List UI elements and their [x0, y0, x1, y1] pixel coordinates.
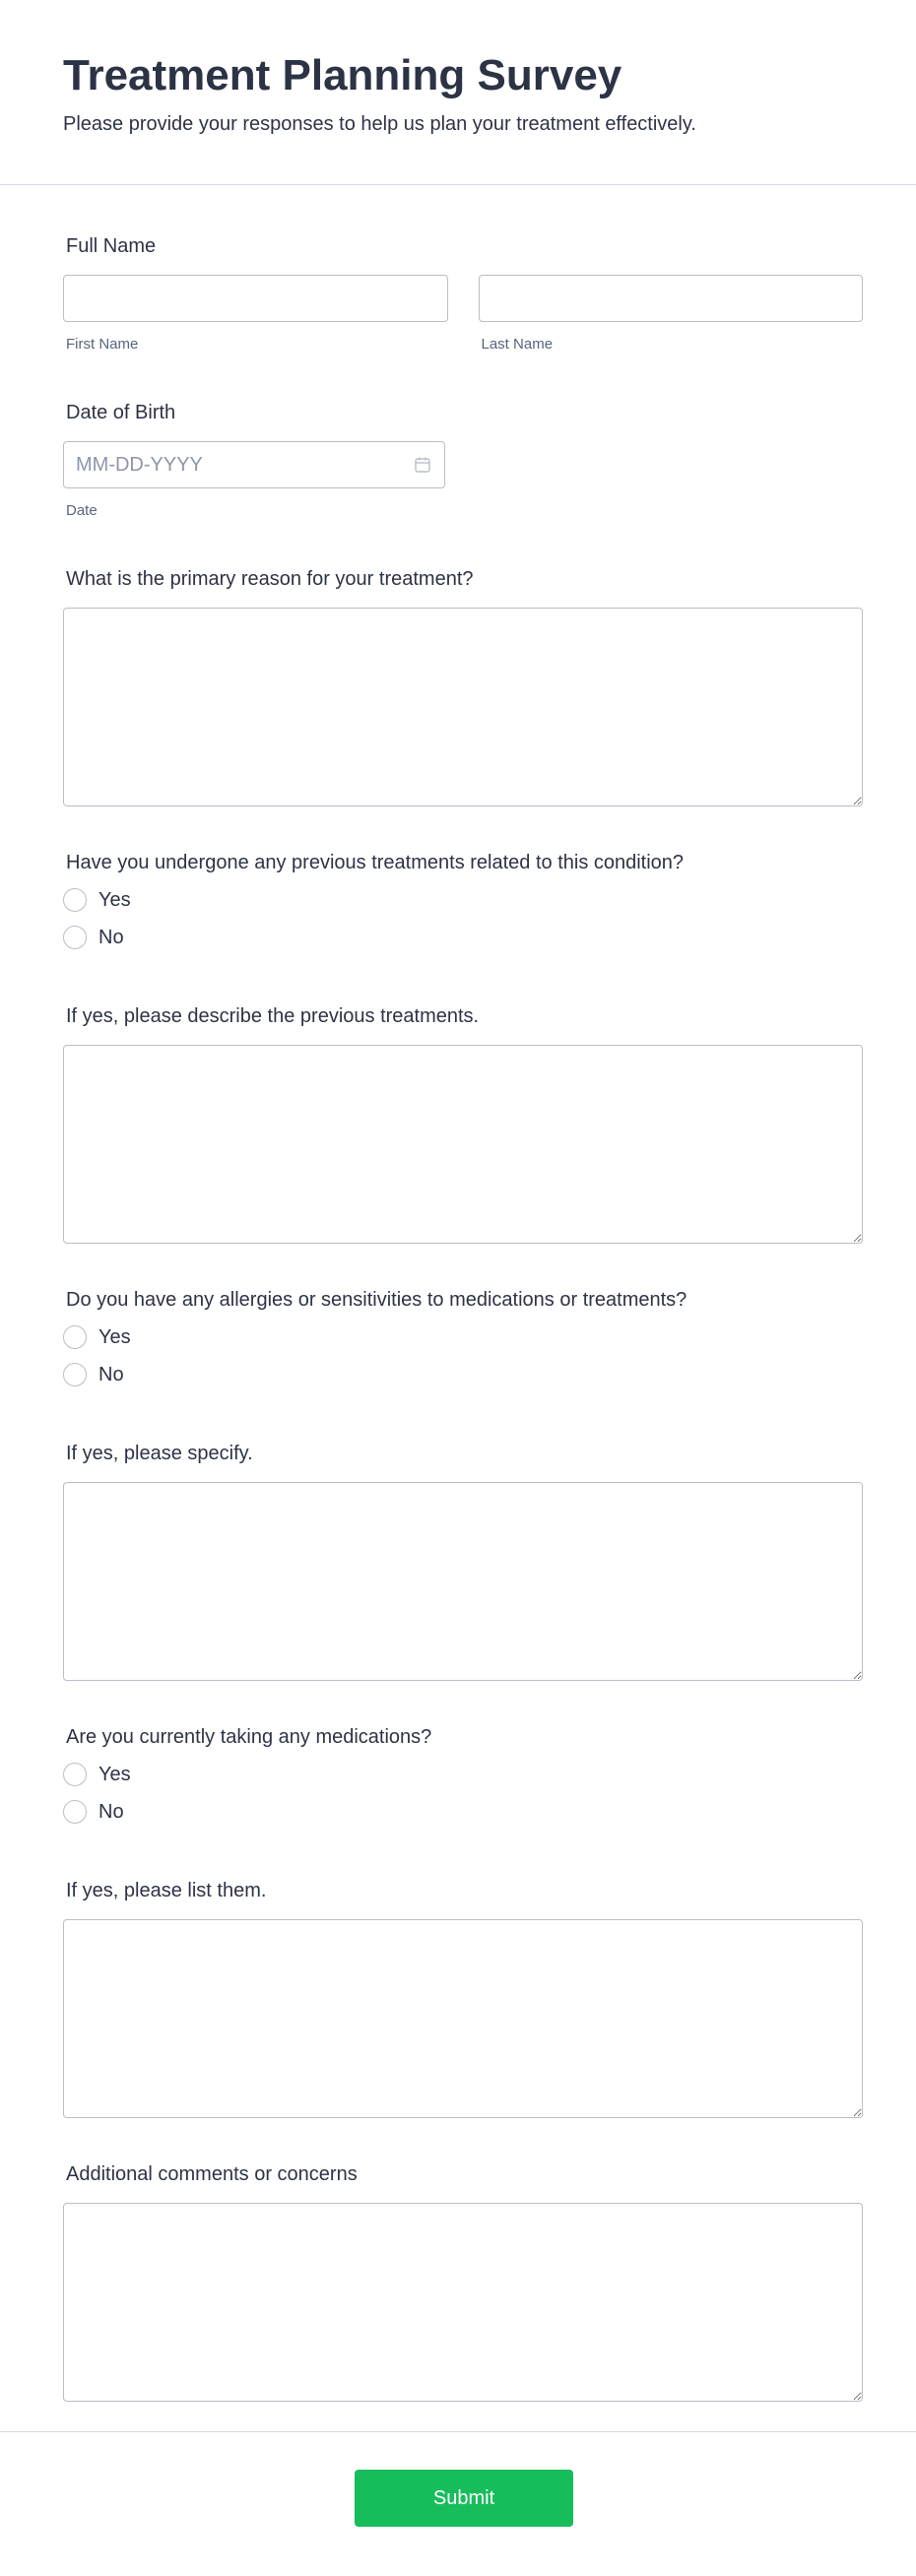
- medications-list-textarea[interactable]: [63, 1919, 863, 2118]
- last-name-sublabel: Last Name: [481, 336, 554, 353]
- dob-input[interactable]: [63, 441, 445, 488]
- allergies-desc-textarea[interactable]: [63, 1482, 863, 1681]
- previous-desc-field: [63, 1003, 863, 1244]
- comments-field: [63, 2161, 863, 2402]
- radio-circle[interactable]: [63, 888, 87, 912]
- radio-label: Yes: [98, 1763, 131, 1785]
- medications-yes-option[interactable]: [63, 1762, 863, 1787]
- first-name-sublabel: First Name: [66, 336, 139, 353]
- form-footer: [0, 2431, 916, 2576]
- allergies-label: Do you have any allergies or sensitivities to medications or treatments?: [66, 1289, 687, 1311]
- medications-list-field: [63, 1878, 863, 2118]
- previous-desc-label: If yes, please describe the previous treatments.: [66, 1005, 480, 1027]
- medications-list-label: If yes, please list them.: [66, 1880, 267, 1901]
- allergies-yes-option[interactable]: [63, 1324, 863, 1350]
- dob-label: Date of Birth: [66, 402, 176, 423]
- radio-circle[interactable]: [63, 1763, 87, 1786]
- comments-textarea[interactable]: [63, 2203, 863, 2402]
- medications-label: Are you currently taking any medications?: [66, 1726, 432, 1748]
- primary-reason-textarea[interactable]: [63, 608, 863, 806]
- previous-treatments-no-option[interactable]: [63, 925, 863, 950]
- radio-circle[interactable]: [63, 1325, 87, 1349]
- form-header: [0, 0, 916, 185]
- medications-no-option[interactable]: [63, 1799, 863, 1825]
- allergies-desc-field: [63, 1441, 863, 1681]
- previous-treatments-yes-option[interactable]: [63, 887, 863, 913]
- comments-label: Additional comments or concerns: [66, 2163, 358, 2185]
- dob-field: [63, 400, 863, 520]
- calendar-icon[interactable]: [414, 456, 431, 474]
- submit-button[interactable]: Submit: [355, 2470, 573, 2527]
- primary-reason-field: [63, 566, 863, 806]
- radio-label: No: [98, 1363, 124, 1385]
- previous-desc-textarea[interactable]: [63, 1045, 863, 1244]
- previous-treatments-label: Have you undergone any previous treatments related to this condition?: [66, 852, 685, 873]
- allergies-desc-label: If yes, please specify.: [66, 1443, 253, 1464]
- primary-reason-label: What is the primary reason for your treatment?: [66, 568, 474, 590]
- form-subtitle: Please provide your responses to help us plan your treatment effectively.: [63, 113, 696, 135]
- full-name-field: [63, 233, 863, 354]
- radio-label: Yes: [98, 1325, 131, 1348]
- allergies-field: [63, 1287, 863, 1387]
- full-name-label: Full Name: [66, 235, 157, 257]
- medications-field: [63, 1724, 863, 1825]
- form-title: Treatment Planning Survey: [63, 51, 622, 99]
- dob-sublabel: Date: [66, 502, 98, 519]
- allergies-no-option[interactable]: [63, 1362, 863, 1387]
- radio-circle[interactable]: [63, 1800, 87, 1824]
- radio-circle[interactable]: [63, 1363, 87, 1386]
- radio-label: No: [98, 1800, 124, 1823]
- radio-label: No: [98, 926, 124, 948]
- last-name-input[interactable]: [479, 275, 864, 322]
- radio-circle[interactable]: [63, 926, 87, 949]
- radio-label: Yes: [98, 888, 131, 911]
- previous-treatments-field: [63, 850, 863, 950]
- first-name-input[interactable]: [63, 275, 448, 322]
